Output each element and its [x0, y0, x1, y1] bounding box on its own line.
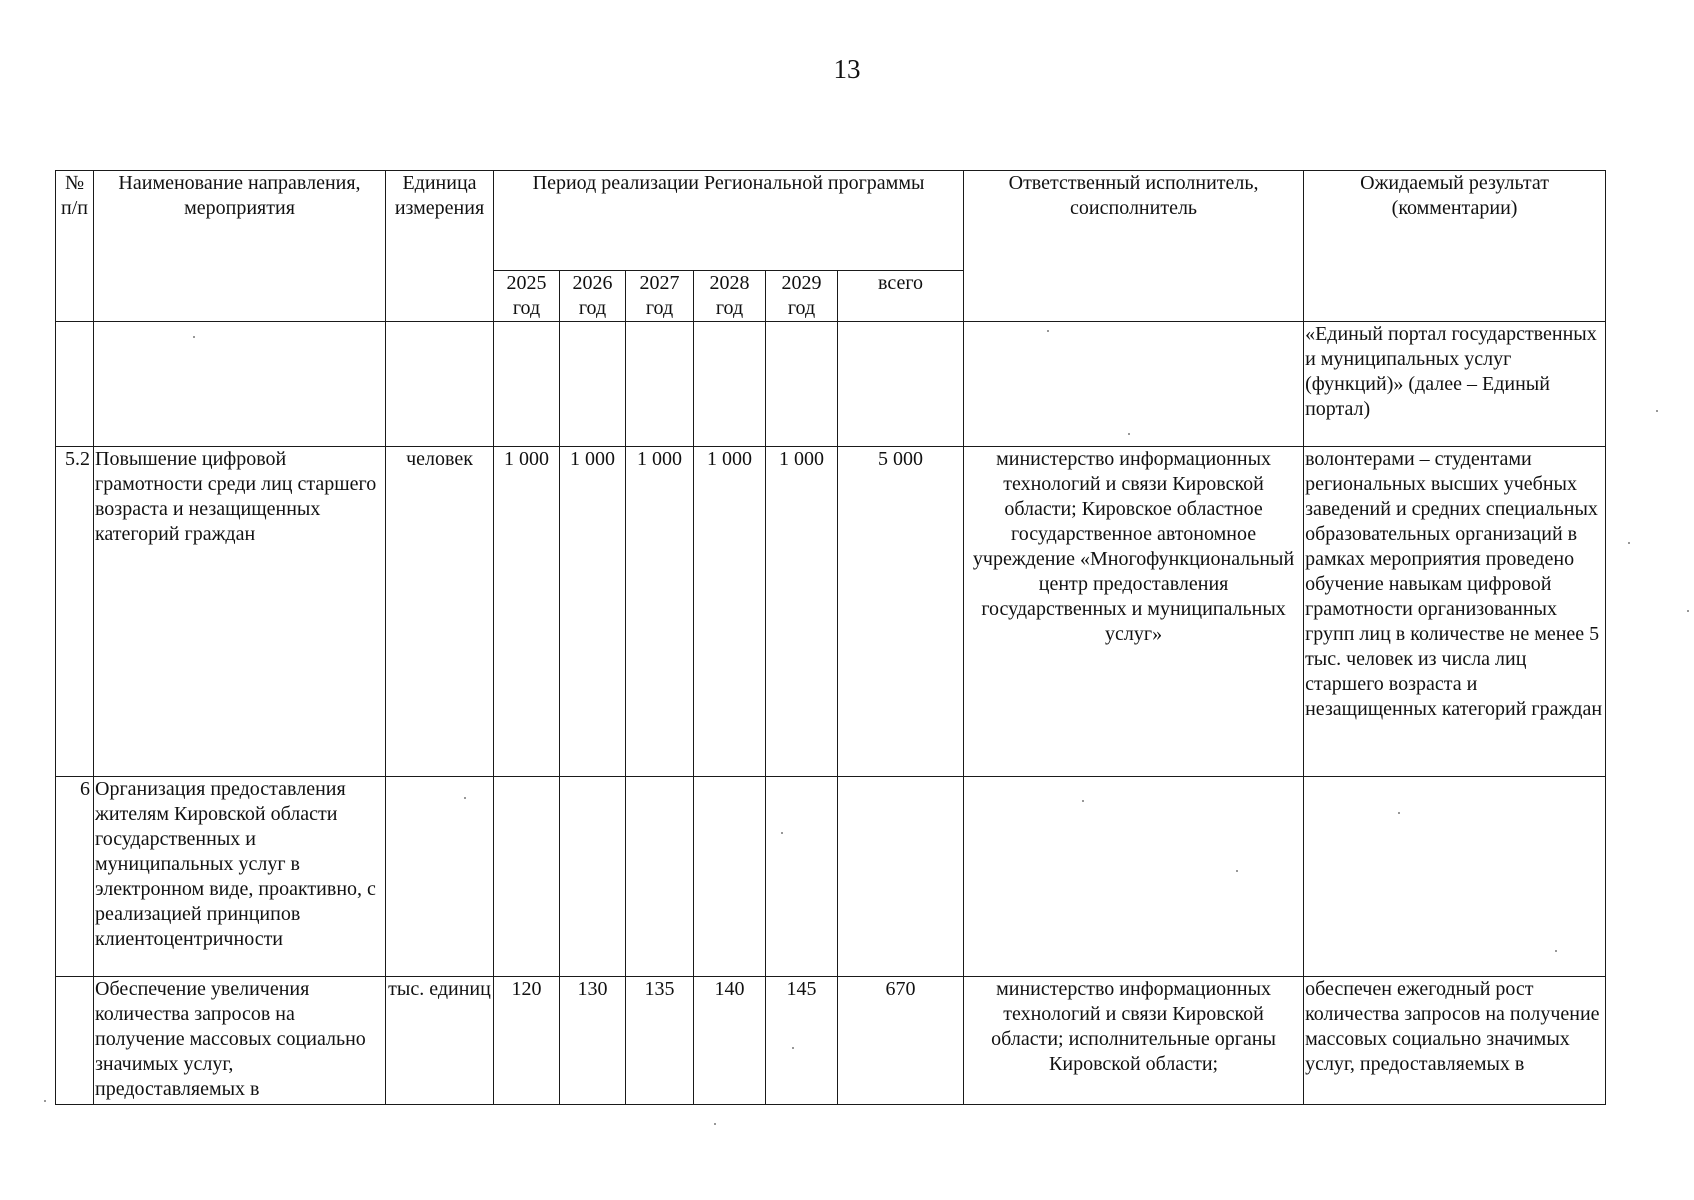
header-responsible: Ответственный исполнитель, соисполнитель: [964, 171, 1304, 322]
cell-total: [838, 777, 964, 977]
scan-speck: [44, 1100, 46, 1102]
cell-unit: [386, 777, 494, 977]
header-year-2027: 2027 год: [626, 271, 694, 322]
cell-total: [838, 322, 964, 447]
scan-speck: [1656, 410, 1658, 412]
cell-name: Обеспечение увеличения количества запросов на получение массовых социально значимых услуг, предоставляемых в: [94, 977, 386, 1105]
cell-2029: [766, 777, 838, 977]
cell-2026: 130: [560, 977, 626, 1105]
scan-speck: [193, 336, 195, 338]
page-number: 13: [833, 54, 861, 84]
scan-speck: [714, 1123, 716, 1125]
scan-speck: [1236, 870, 1238, 872]
header-result: Ожидаемый результат (комментарии): [1304, 171, 1606, 322]
cell-number: [56, 977, 94, 1105]
cell-2026: [560, 322, 626, 447]
table-header-row: [56, 171, 1606, 271]
cell-2029: [766, 322, 838, 447]
scan-speck: [1398, 812, 1400, 814]
cell-total: 670: [838, 977, 964, 1105]
cell-result: [1304, 777, 1606, 977]
cell-2028: [694, 322, 766, 447]
program-table: [55, 170, 1606, 1105]
cell-2025: 120: [494, 977, 560, 1105]
cell-2028: [694, 777, 766, 977]
cell-result: обеспечен ежегодный рост количества запросов на получение массовых социально значимых услуг, предоставляемых в: [1304, 977, 1606, 1105]
header-period: Период реализации Региональной программы: [494, 171, 964, 271]
cell-name: Организация предоставления жителям Кировской области государственных и муниципальных услуг в электронном виде, проактивно, с реализацией принципов клиентоцентричности: [94, 777, 386, 977]
cell-2027: 1 000: [626, 447, 694, 777]
table-row: [56, 447, 1606, 777]
table-row: [56, 777, 1606, 977]
scan-speck: [1128, 433, 1130, 435]
cell-number: 6: [56, 777, 94, 977]
header-year-2026: 2026 год: [560, 271, 626, 322]
table-row: [56, 977, 1606, 1105]
scan-speck: [464, 797, 466, 799]
header-total: всего: [838, 271, 964, 322]
cell-2028: 1 000: [694, 447, 766, 777]
header-year-2029: 2029 год: [766, 271, 838, 322]
cell-number: 5.2: [56, 447, 94, 777]
cell-2027: [626, 322, 694, 447]
cell-unit: тыс. единиц: [386, 977, 494, 1105]
cell-2027: 135: [626, 977, 694, 1105]
cell-name: Повышение цифровой грамотности среди лиц старшего возраста и незащищенных категорий граждан: [94, 447, 386, 777]
cell-unit: человек: [386, 447, 494, 777]
cell-2025: 1 000: [494, 447, 560, 777]
scan-speck: [1555, 950, 1557, 952]
header-unit: Единица измерения: [386, 171, 494, 322]
scan-speck: [1082, 800, 1084, 802]
cell-2025: [494, 322, 560, 447]
cell-result: «Единый портал государственных и муниципальных услуг (функций)» (далее – Единый портал): [1304, 322, 1606, 447]
cell-2026: [560, 777, 626, 977]
cell-responsible: министерство информационных технологий и связи Кировской области; Кировское областное государственное автономное учреждение «Многофункциональный центр предоставления государственных и муниципальных услуг»: [964, 447, 1304, 777]
header-number: № п/п: [56, 171, 94, 322]
cell-name: [94, 322, 386, 447]
cell-result: волонтерами – студентами региональных высших учебных заведений и средних специальных образовательных организаций в рамках мероприятия проведено обучение навыкам цифровой грамотности организованных групп лиц в количестве не менее 5 тыс. человек из числа лиц старшего возраста и незащищенных категорий граждан: [1304, 447, 1606, 777]
scan-speck: [1628, 542, 1630, 544]
header-year-2028: 2028 год: [694, 271, 766, 322]
table-row: [56, 322, 1606, 447]
header-year-2025: 2025 год: [494, 271, 560, 322]
cell-unit: [386, 322, 494, 447]
cell-responsible: министерство информационных технологий и связи Кировской области; исполнительные органы Кировской области;: [964, 977, 1304, 1105]
scan-speck: [781, 832, 783, 834]
scan-speck: [1047, 330, 1049, 332]
cell-responsible: [964, 322, 1304, 447]
scan-speck: [1687, 610, 1689, 612]
cell-total: 5 000: [838, 447, 964, 777]
cell-2029: 145: [766, 977, 838, 1105]
cell-2028: 140: [694, 977, 766, 1105]
cell-2025: [494, 777, 560, 977]
cell-2029: 1 000: [766, 447, 838, 777]
cell-2026: 1 000: [560, 447, 626, 777]
header-name: Наименование направления, мероприятия: [94, 171, 386, 322]
cell-number: [56, 322, 94, 447]
cell-2027: [626, 777, 694, 977]
scan-speck: [792, 1047, 794, 1049]
cell-responsible: [964, 777, 1304, 977]
